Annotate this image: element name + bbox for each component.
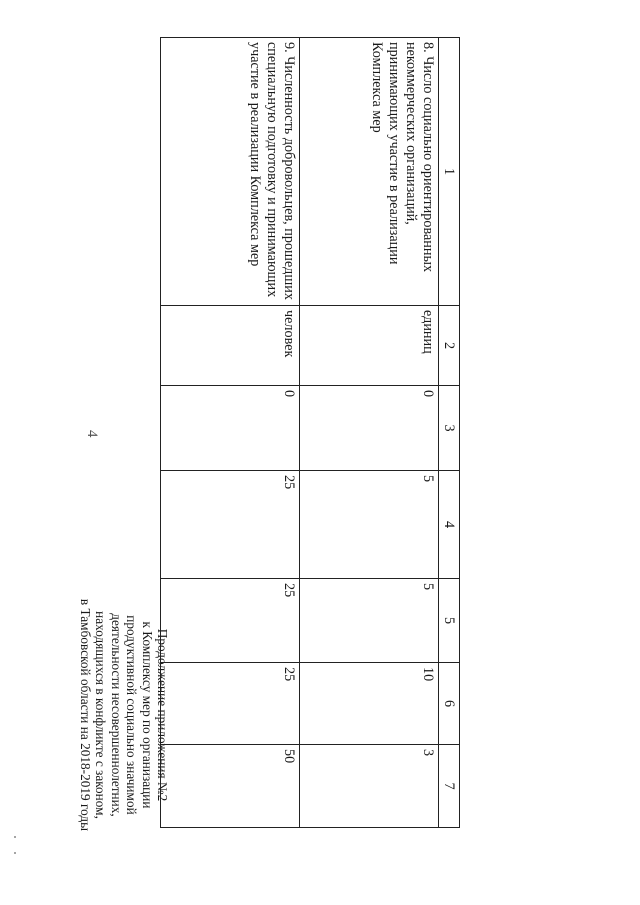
column-header: 6 (439, 663, 460, 745)
indicator-cell: 9. Численность добровольцев, прошедших специальную подготовку и принимающих участие в реализации Комплекса мер (161, 38, 300, 306)
header-line: к Комплексу мер по организации (139, 621, 155, 809)
indicator-cell: 8. Число социально ориентированных некоммерческих организаций, принимающих участие в реализации Комплекса мер (300, 38, 439, 306)
value-cell: 50 (161, 745, 300, 828)
column-header: 4 (439, 471, 460, 579)
scan-speck (14, 836, 16, 838)
column-header: 1 (439, 38, 460, 306)
scan-speck (14, 852, 16, 854)
table-row (161, 38, 300, 828)
appendix-header (78, 580, 170, 850)
table-header-row (439, 38, 460, 828)
value-cell: 5 (300, 471, 439, 579)
header-line: в Тамбовской области на 2018-2019 годы (77, 598, 93, 832)
page-number: 4 (84, 430, 100, 438)
value-cell: 3 (300, 745, 439, 828)
value-cell: 5 (300, 579, 439, 663)
indicators-table (160, 37, 460, 828)
value-cell: 10 (300, 663, 439, 745)
value-cell: 0 (300, 386, 439, 471)
header-line: Продолжение приложения №2 (155, 628, 170, 802)
unit-cell: человек (161, 306, 300, 386)
value-cell: 25 (161, 663, 300, 745)
header-line: продуктивной социально значимой (124, 615, 140, 815)
value-cell: 0 (161, 386, 300, 471)
column-header: 2 (439, 306, 460, 386)
table-row (300, 38, 439, 828)
column-header: 5 (439, 579, 460, 663)
column-header: 3 (439, 386, 460, 471)
value-cell: 25 (161, 471, 300, 579)
value-cell: 25 (161, 579, 300, 663)
header-line: находящихся в конфликте с законом, (93, 611, 109, 819)
column-header: 7 (439, 745, 460, 828)
header-line: деятельности несовершеннолетних, (108, 613, 124, 817)
unit-cell: единиц (300, 306, 439, 386)
